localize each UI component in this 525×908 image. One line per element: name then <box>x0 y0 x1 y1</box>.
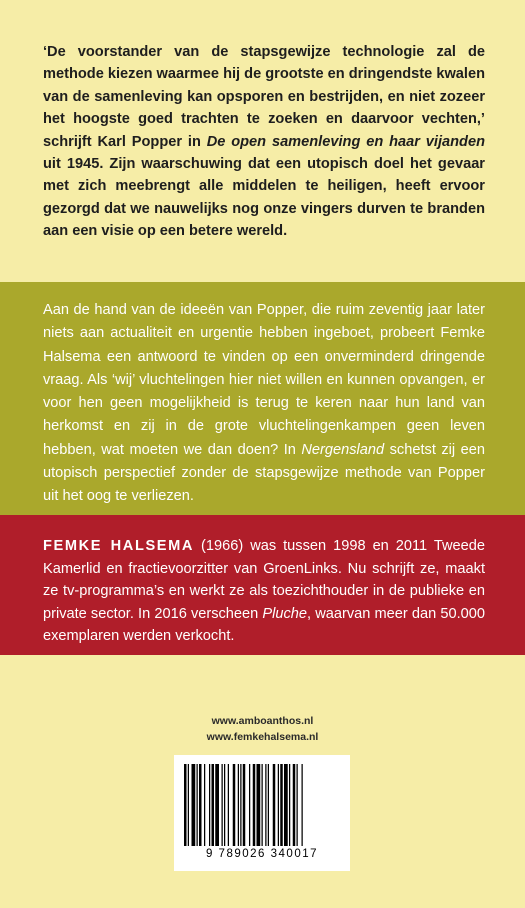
author-bio-section <box>0 515 525 655</box>
summary-text-1: Aan de hand van de ideeën van Popper, die ruim zeventig jaar later niets aan actualiteit en urgentie hebben ingeboet, probeert Femke Halsema een antwoord te vinden op een onverminderd dringende vraag. Als ‘wij’ vluchtelingen hier niet willen en kunnen opvangen, er voor hen geen mogelijkheid is terug te keren naar hun land van herkomst en zij in de grote vluchtelingenkampen geen leven hebben, wat moeten we dan doen? In <box>43 302 485 458</box>
barcode-bar <box>197 764 198 846</box>
barcode-bar <box>284 764 288 846</box>
quote-section <box>0 0 525 282</box>
barcode-bar <box>233 764 236 846</box>
barcode-bar <box>262 764 263 846</box>
isbn-number: 9 789026 340017 <box>205 848 319 860</box>
barcode-bars-icon <box>184 764 340 848</box>
summary-text-2: schetst zij een utopisch perspectief zonder de stapsgewijze methode van Popper uit het oog te verliezen. <box>43 441 485 505</box>
barcode-bar <box>243 764 246 846</box>
bio-book-title: Pluche <box>262 605 308 622</box>
barcode-bar <box>265 764 266 846</box>
barcode-bar <box>224 764 225 846</box>
barcode-bar <box>273 764 276 846</box>
quote-text-1: ‘De voorstander van de stapsgewijze technologie zal de methode kiezen waarmee hij de grootste en dringendste kwalen van de samenleving kan opsporen en bestrijden, en niet zozeer het hoogste goed trachten te zoeken en daarvoor vechten,’ schrijft Karl Popper in <box>43 44 485 150</box>
bio-text-1: (1966) was tussen 1998 en 2011 Tweede Kamerlid en fractievoorzitter van GroenLinks. Nu schrijft ze, maakt ze tv-programma’s en werkt ze als toezichthouder in de publieke en private sector. In 2016 verscheen <box>43 538 485 622</box>
barcode-bar <box>222 764 223 846</box>
author-name: FEMKE HALSEMA <box>43 538 195 554</box>
summary-paragraph <box>43 299 485 509</box>
barcode-bar <box>184 764 187 846</box>
footer-section <box>0 655 525 908</box>
barcode-bar <box>209 764 210 846</box>
barcode-bar <box>293 764 296 846</box>
barcode-bar <box>240 764 241 846</box>
bio-text-2: , waarvan meer dan 50.000 exemplaren werden verkocht. <box>43 605 485 645</box>
website-links <box>0 713 525 745</box>
barcode-bar <box>238 764 239 846</box>
barcode-bar <box>289 764 290 846</box>
barcode <box>174 755 350 871</box>
barcode-bar <box>192 764 196 846</box>
quote-text-2: uit 1945. Zijn waarschuwing dat een utopisch doel het gevaar met zich meebrengt alle middelen te heiligen, heeft ervoor gezorgd dat we nauwelijks nog onze vingers durven te branden aan een visie op een betere wereld. <box>43 156 485 240</box>
barcode-bar <box>280 764 283 846</box>
publisher-url[interactable]: www.amboanthos.nl <box>211 715 314 727</box>
barcode-bar <box>257 764 261 846</box>
barcode-bar <box>212 764 215 846</box>
quote-book-title: De open samenleving en haar vijanden <box>206 133 485 150</box>
barcode-bar <box>188 764 189 846</box>
barcode-bar <box>249 764 250 846</box>
barcode-bar <box>228 764 229 846</box>
barcode-bar <box>199 764 202 846</box>
author-url[interactable]: www.femkehalsema.nl <box>206 731 319 743</box>
summary-book-title: Nergensland <box>301 441 385 458</box>
barcode-bar <box>297 764 298 846</box>
barcode-bar <box>268 764 269 846</box>
barcode-bar <box>302 764 303 846</box>
summary-section <box>0 282 525 515</box>
barcode-bar <box>215 764 219 846</box>
barcode-bar <box>204 764 205 846</box>
author-bio-paragraph <box>43 535 485 648</box>
barcode-bar <box>278 764 279 846</box>
popper-quote-paragraph <box>43 41 485 243</box>
barcode-bar <box>253 764 256 846</box>
